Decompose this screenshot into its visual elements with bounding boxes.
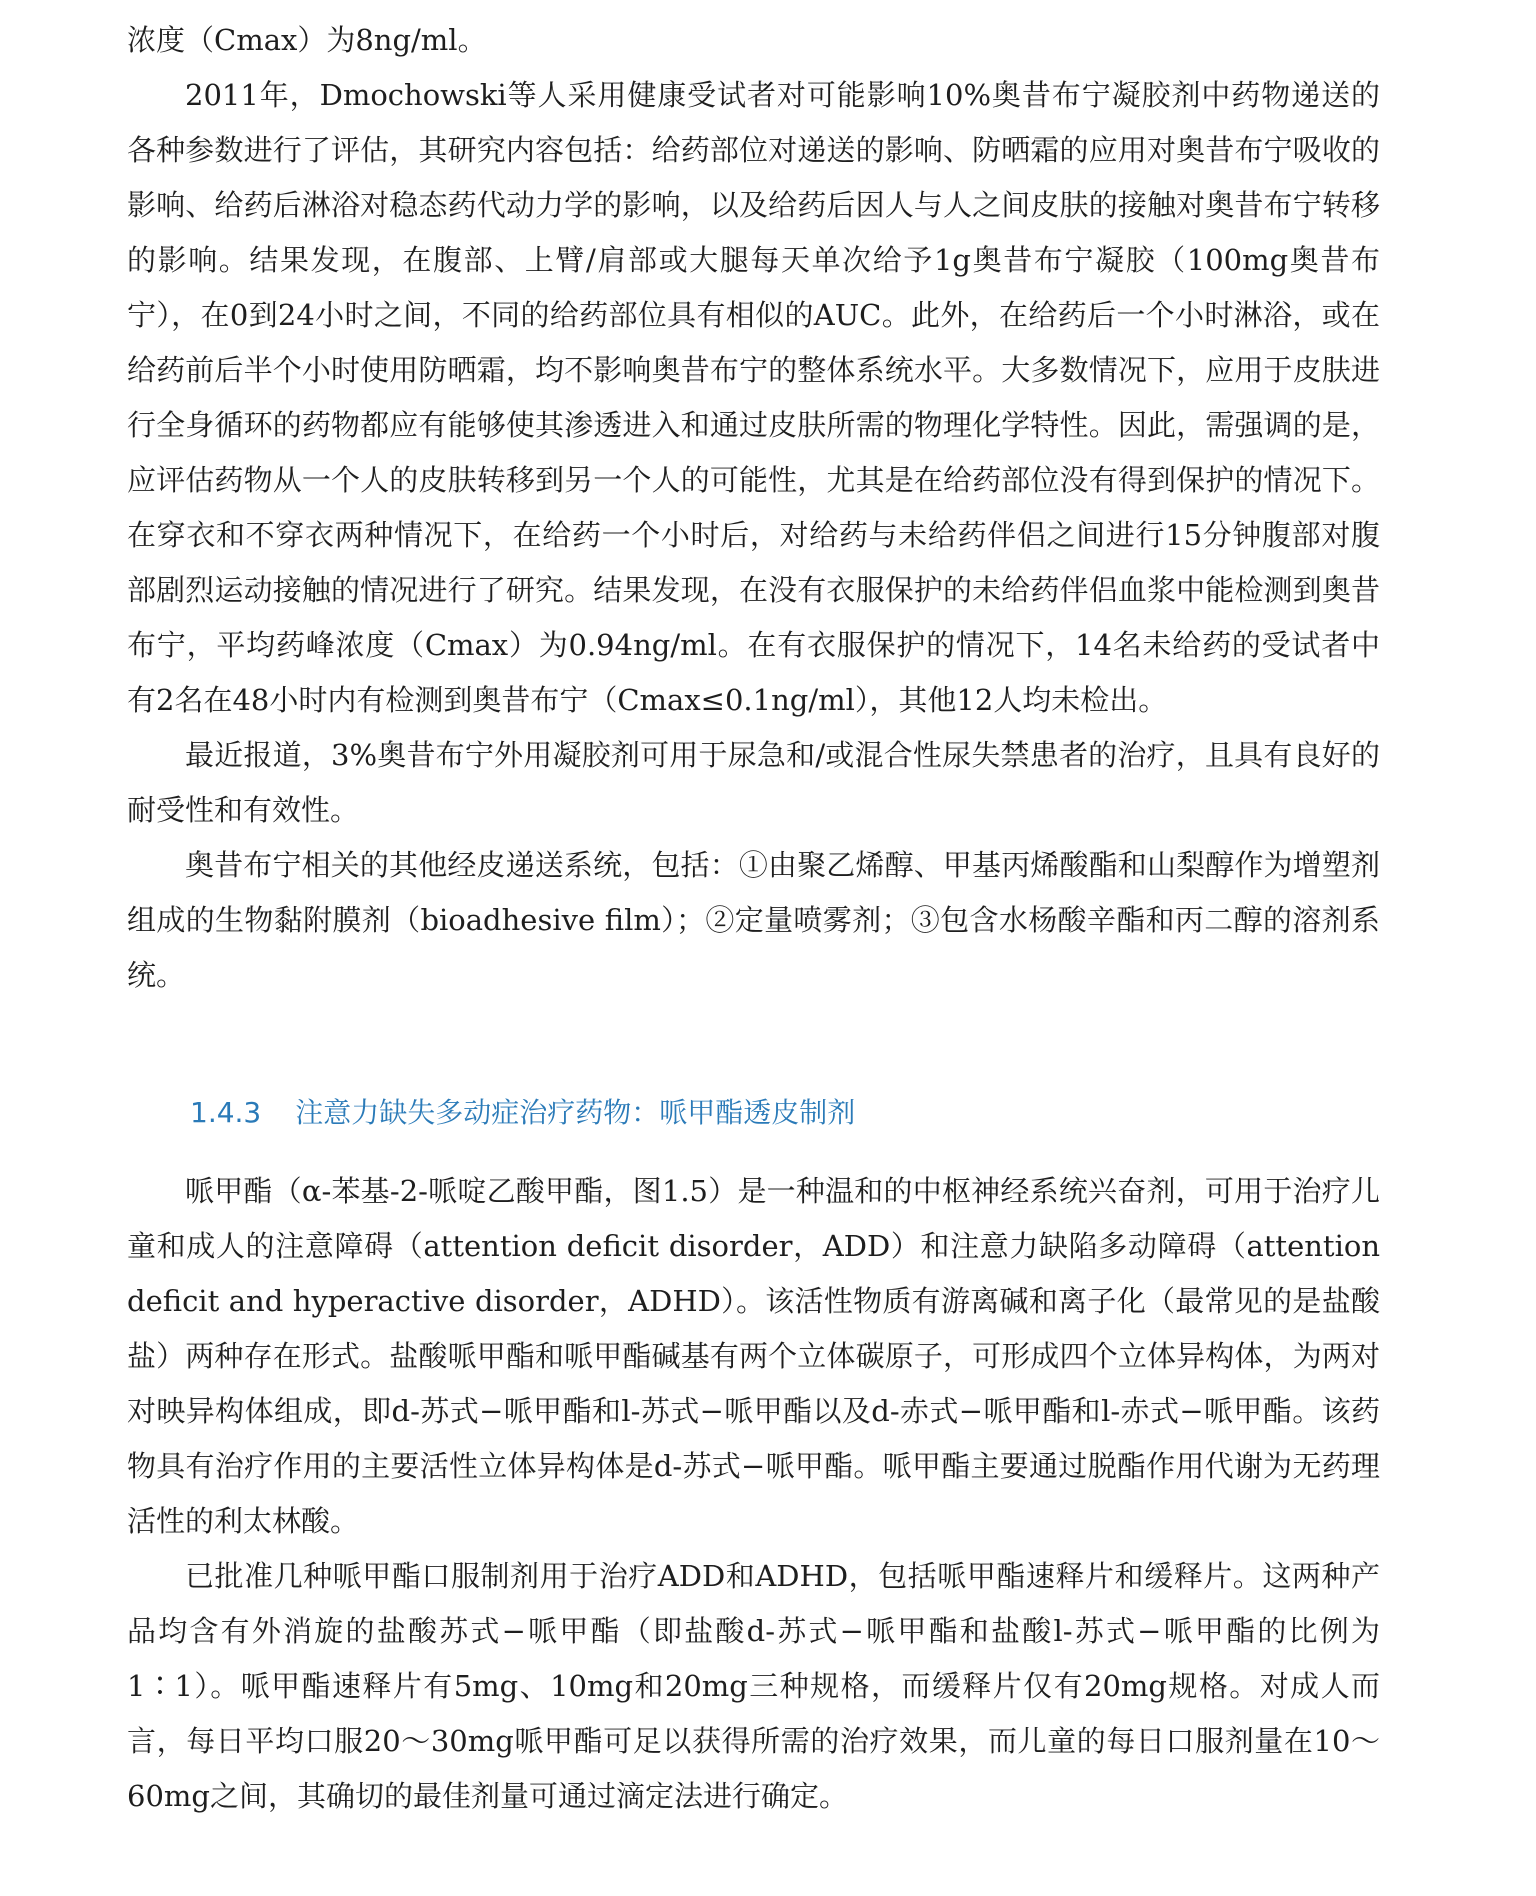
- paragraph-methylphenidate-intro: 哌甲酯（α-苯基-2-哌啶乙酸甲酯，图1.5）是一种温和的中枢神经系统兴奋剂，可用于治疗儿童和成人的注意障碍（attention deficit disorder，ADD）和注意力缺陷多动障碍（attention deficit and hyperactive disorder，ADHD）。该活性物质有游离碱和离子化（最常见的是盐酸盐）两种存在形式。盐酸哌甲酯和哌甲酯碱基有两个立体碳原子，可形成四个立体异构体，为两对对映异构体组成，即d-苏式−哌甲酯和l-苏式−哌甲酯以及d-赤式−哌甲酯和l-赤式−哌甲酯。该药物具有治疗作用的主要活性立体异构体是d-苏式−哌甲酯。哌甲酯主要通过脱酯作用代谢为无药理活性的利太林酸。: [127, 1174, 1380, 1538]
- paragraph-dmochowski-study: 2011年，Dmochowski等人采用健康受试者对可能影响10%奥昔布宁凝胶剂中药物递送的各种参数进行了评估，其研究内容包括：给药部位对递送的影响、防晒霜的应用对奥昔布宁吸收的影响、给药后淋浴对稳态药代动力学的影响，以及给药后因人与人之间皮肤的接触对奥昔布宁转移的影响。结果发现，在腹部、上臂/肩部或大腿每天单次给予1g奥昔布宁凝胶（100mg奥昔布宁），在0到24小时之间，不同的给药部位具有相似的AUC。此外，在给药后一个小时淋浴，或在给药前后半个小时使用防晒霜，均不影响奥昔布宁的整体系统水平。大多数情况下，应用于皮肤进行全身循环的药物都应有能够使其渗透进入和通过皮肤所需的物理化学特性。因此，需强调的是，应评估药物从一个人的皮肤转移到另一个人的可能性，尤其是在给药部位没有得到保护的情况下。在穿衣和不穿衣两种情况下，在给药一个小时后，对给药与未给药伴侣之间进行15分钟腹部对腹部剧烈运动接触的情况进行了研究。结果发现，在没有衣服保护的未给药伴侣血浆中能检测到奥昔布宁，平均药峰浓度（Cmax）为0.94ng/ml。在有衣服保护的情况下，14名未给药的受试者中有2名在48小时内有检测到奥昔布宁（Cmax≤0.1ng/ml），其他12人均未检出。: [127, 78, 1380, 717]
- section-heading: [190, 1088, 855, 1138]
- section-number: 1.4.3: [190, 1096, 262, 1129]
- body-text-bottom: [127, 1164, 1380, 1824]
- paragraph-oral-formulations: 已批准几种哌甲酯口服制剂用于治疗ADD和ADHD，包括哌甲酯速释片和缓释片。这两种产品均含有外消旋的盐酸苏式−哌甲酯（即盐酸d-苏式−哌甲酯和盐酸l-苏式−哌甲酯的比例为1∶1）。哌甲酯速释片有5mg、10mg和20mg三种规格，而缓释片仅有20mg规格。对成人而言，每日平均口服20～30mg哌甲酯可足以获得所需的治疗效果，而儿童的每日口服剂量在10～60mg之间，其确切的最佳剂量可通过滴定法进行确定。: [127, 1559, 1380, 1813]
- body-text-top: [127, 13, 1380, 1003]
- paragraph-continuation: 浓度（Cmax）为8ng/ml。: [127, 23, 487, 57]
- section-title: 注意力缺失多动症治疗药物：哌甲酯透皮制剂: [295, 1096, 856, 1129]
- paragraph-recent-report: 最近报道，3%奥昔布宁外用凝胶剂可用于尿急和/或混合性尿失禁患者的治疗，且具有良好的耐受性和有效性。: [127, 738, 1380, 827]
- paragraph-other-systems: 奥昔布宁相关的其他经皮递送系统，包括：①由聚乙烯醇、甲基丙烯酸酯和山梨醇作为增塑剂组成的生物黏附膜剂（bioadhesive film）；②定量喷雾剂；③包含水杨酸辛酯和丙二醇的溶剂系统。: [127, 848, 1380, 992]
